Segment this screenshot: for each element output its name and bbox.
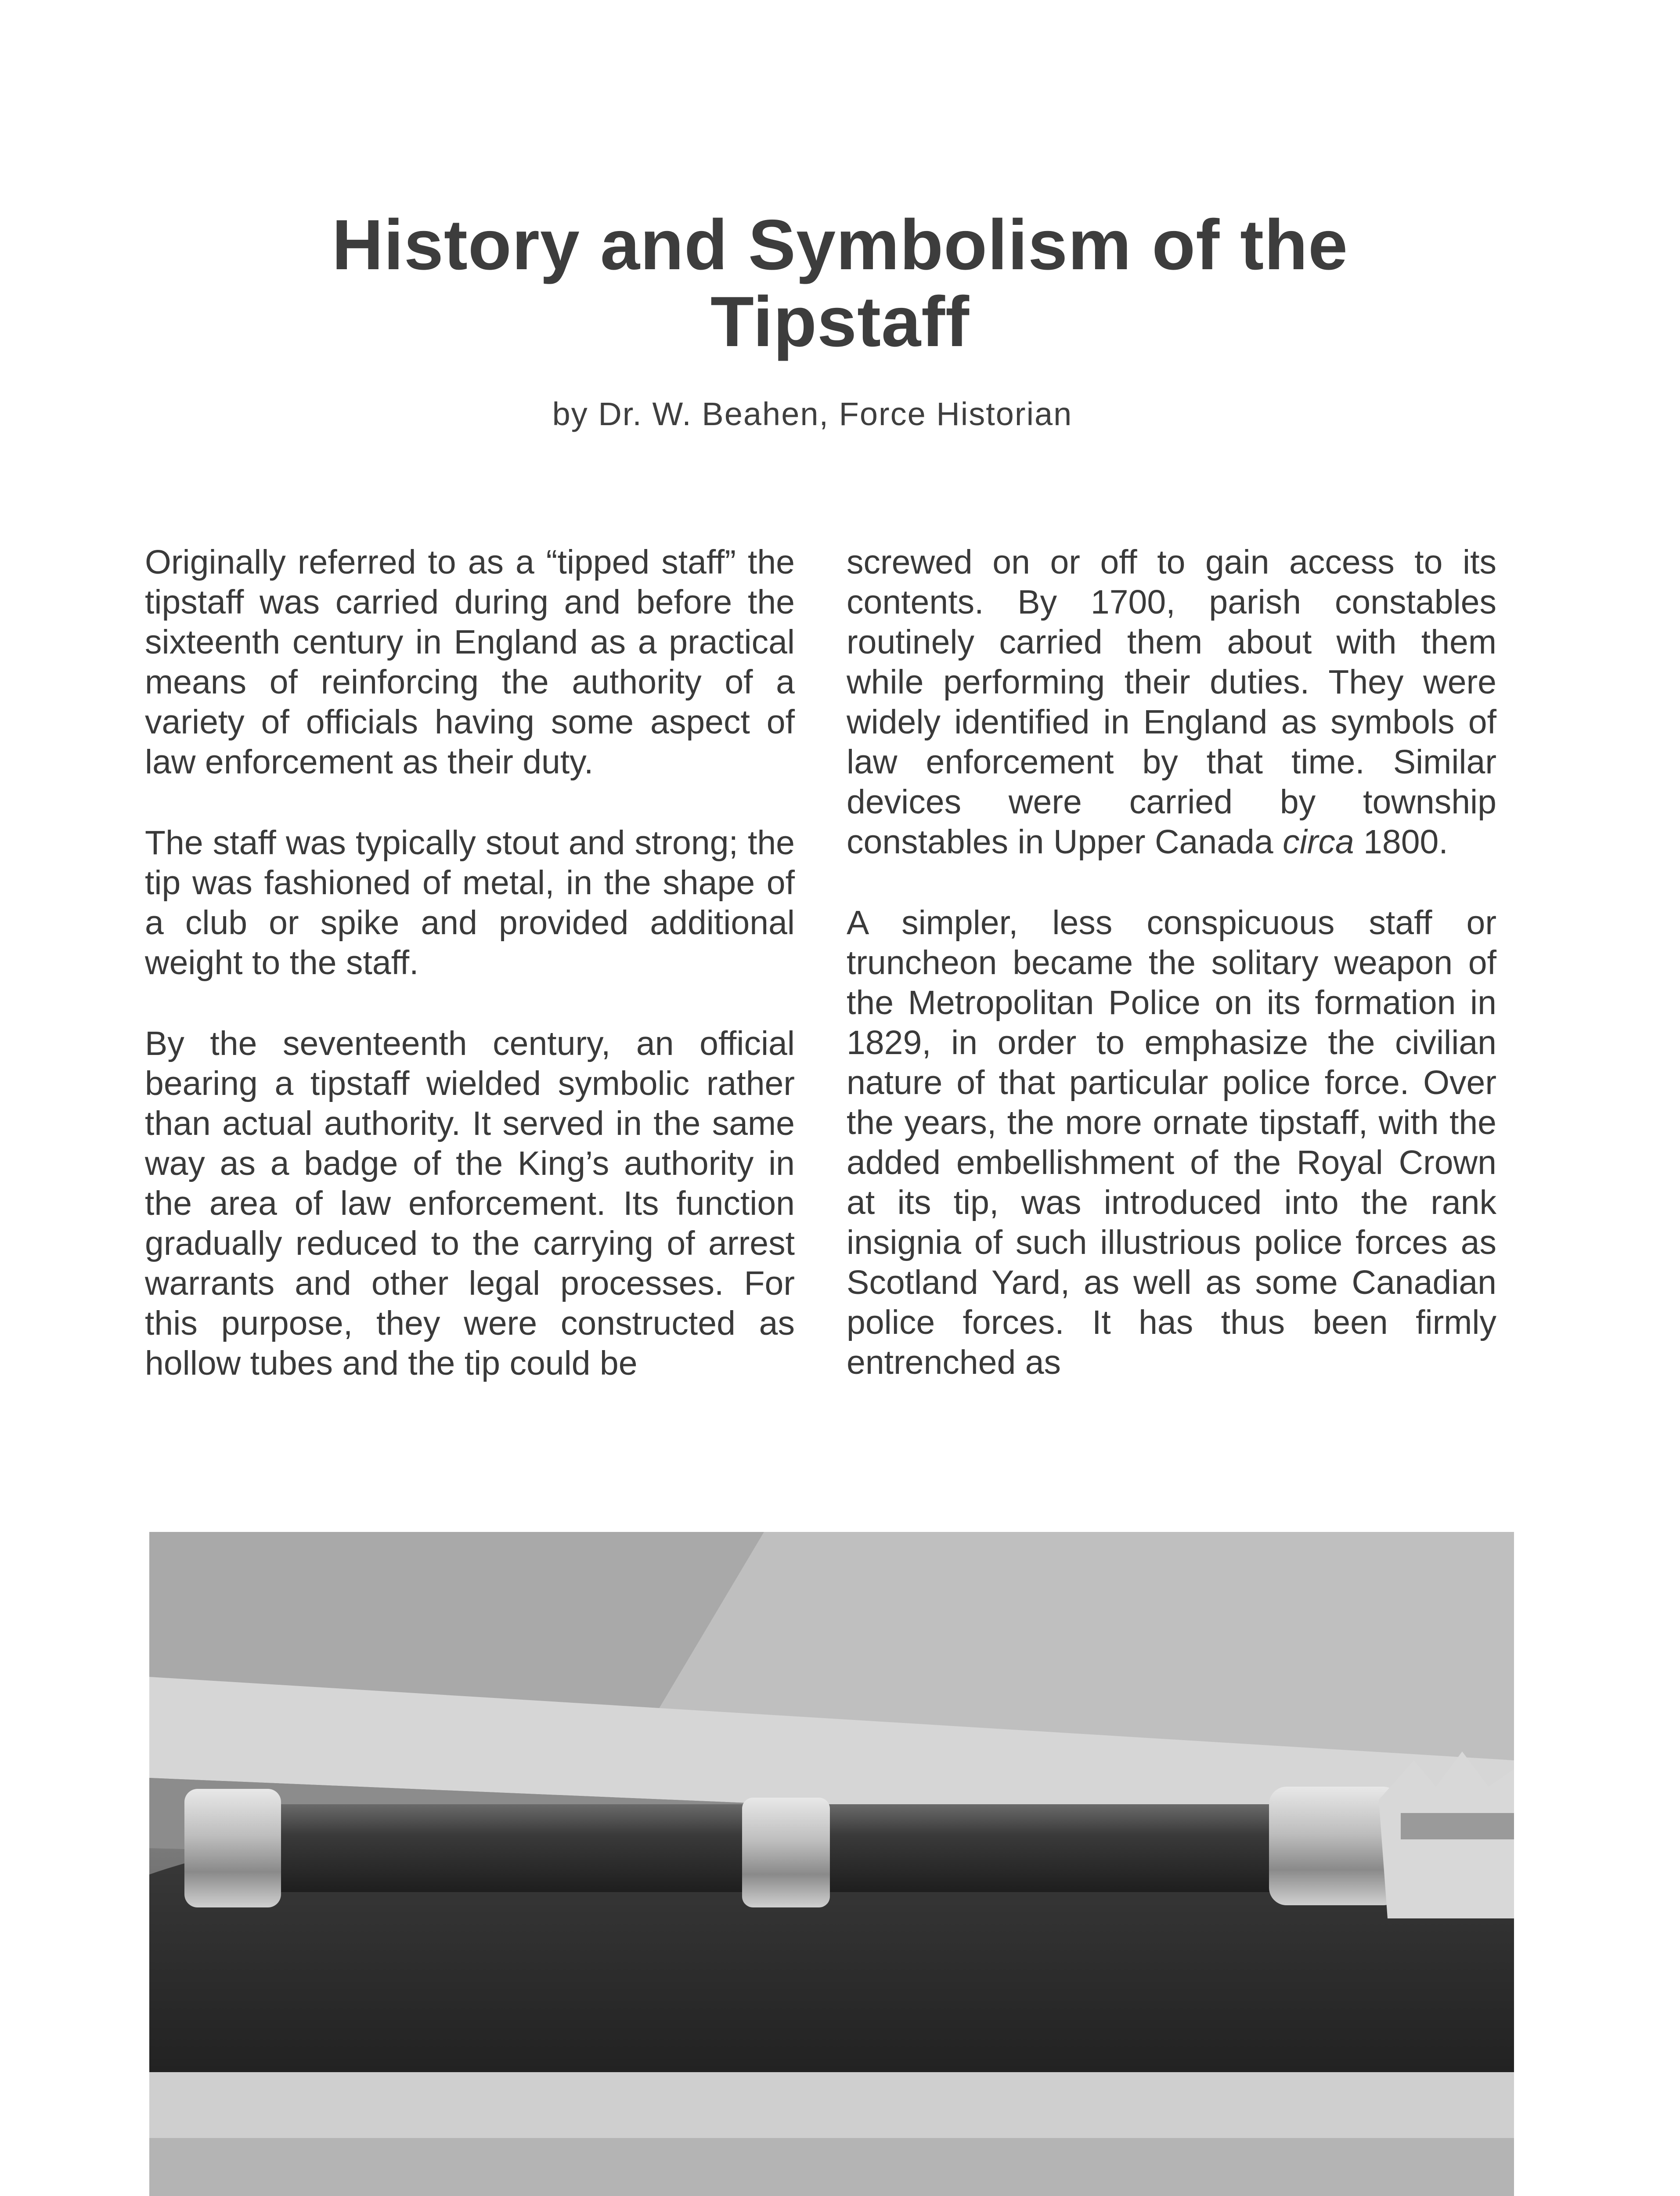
paragraph-4-italic: circa <box>1283 823 1354 861</box>
article-title-line-2: Tipstaff <box>710 282 970 361</box>
tipstaff-photo <box>149 1532 1514 2196</box>
paragraph-3: By the seventeenth century, an official bearing a tipstaff wielded symbolic rather than actual authority. It served in the same way as a badge of the King’s authority in the area of law enforcement. Its function gradually reduced to the carrying of arrest warrants and other legal processes. For this purpose, they were constructed as hollow tubes and the tip could be <box>145 1025 795 1382</box>
right-column <box>847 542 1496 1423</box>
article-byline: by Dr. W. Beahen, Force Historian <box>552 396 1073 432</box>
paragraph-4-end: 1800. <box>1354 823 1448 861</box>
paragraph-4 <box>847 542 1496 862</box>
paragraph-2: The staff was typically stout and strong; the tip was fashioned of metal, in the shape of a club or spike and provided additional weight to the staff. <box>145 824 795 982</box>
left-column <box>145 542 795 1424</box>
paragraph-1: Originally referred to as a “tipped staff” the tipstaff was carried during and before the sixteenth century in England as a practical means of reinforcing the authority of a variety of officials having some aspect of law enforcement as their duty. <box>145 543 795 781</box>
paragraph-4-text: screwed on or off to gain access to its contents. By 1700, parish constables routinely carried them about with them while performing their duties. They were widely identified in England as symbols of law enforcement by that time. Similar devices were carried by township constables in Upper Canada <box>847 543 1496 861</box>
article-title-line-1: History and Symbolism of the <box>332 205 1348 285</box>
tipstaff-photo-image <box>149 1532 1514 2196</box>
article-title <box>0 206 1680 360</box>
paragraph-5: A simpler, less conspicuous staff or truncheon became the solitary weapon of the Metropolitan Police on its formation in 1829, in order to emphasize the civilian nature of that particular police force. Over the years, the more ornate tipstaff, with the added embellishment of the Royal Crown at its tip, was introduced into the rank insignia of such illustrious police forces as Scotland Yard, as well as some Canadian police forces. It has thus been firmly entrenched as <box>847 904 1496 1381</box>
